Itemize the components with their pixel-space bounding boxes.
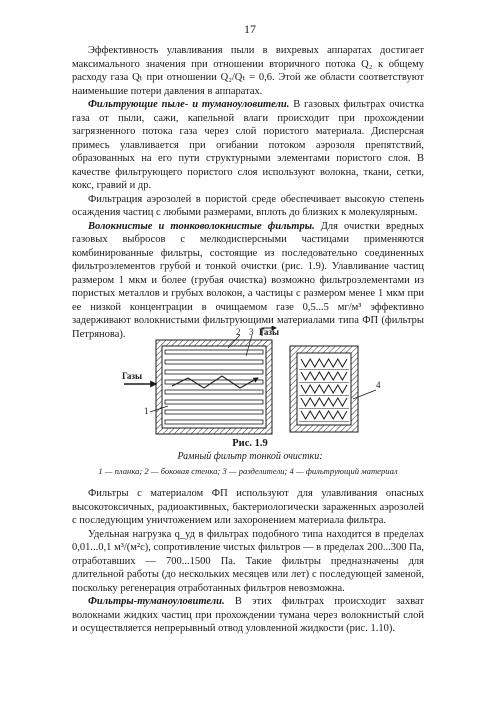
- filter-pleated-view: [290, 346, 381, 432]
- figure-caption-title: Рис. 1.9: [232, 438, 268, 449]
- text-block-top: [72, 44, 424, 341]
- section-heading: Фильтрующие пыле- и туманоуловители.: [88, 99, 290, 110]
- inner-frame: [297, 353, 351, 425]
- figure-legend: 1 — планка; 2 — боковая стенка; 3 — разделители; 4 — фильтрующий материал: [98, 466, 398, 476]
- filter-section-view: [122, 327, 279, 434]
- label-3: 3: [249, 327, 254, 337]
- section-heading: Волокнистые и тонковолокнистые фильтры.: [88, 220, 315, 232]
- separator-plate: [165, 390, 263, 394]
- separator-plate: [165, 360, 263, 364]
- separator-plate: [165, 350, 263, 354]
- frame-interior: [162, 346, 266, 428]
- paragraph: Эффективность улавливания пыли в вихревых аппаратах достигает максимального значения при отношении вторичного потока Q₂ к общему расходу газа Qₜ при отношении Q₂/Qₜ = 0,6. Этой же области соответствуют наименьшие потери давления в аппаратах.: [72, 45, 424, 97]
- separator-plate: [165, 400, 263, 404]
- frame-filter-figure: [112, 326, 388, 436]
- text-block-bottom: [72, 487, 424, 636]
- label-4: 4: [376, 380, 381, 390]
- paragraph: Удельная нагрузка q_уд в фильтрах подобного типа находится в пределах 0,01...0,1 м³/(м²с), сопротивление чистых фильтров — в пределах 200...300 Па, отработавших — 700...1500 Па. Такие фильтры предназначены для длительной работы (до нескольких месяцев или лет) с последующей заменой, поскольку регенерация отработанных фильтров невозможна.: [72, 528, 424, 594]
- figure-caption-subtitle: Рамный фильтр тонкой очистки:: [177, 451, 323, 462]
- separator-plate: [165, 370, 263, 374]
- label-2: 2: [236, 327, 241, 337]
- section-heading: Фильтры-туманоуловители.: [88, 596, 225, 607]
- separator-plate: [165, 410, 263, 414]
- label-gas-top: Газы: [259, 327, 280, 337]
- page-number: 17: [244, 22, 256, 36]
- label-gas-left: Газы: [122, 371, 143, 381]
- paragraph: Фильтрующие пыле- и туманоуловители. В газовых фильтрах очистка газа от пыли, сажи, капельной влаги происходит при прохождении загрязненного потока газа через слой пористого материала. Дисперсная примесь улавливается при огибании потоком аэрозоля препятствий, образованных на его пути структурными элементами пористого слоя. В качестве фильтрующего пористого слоя используют волокна, ткани, сетки, кокс, гравий и др.: [72, 99, 424, 191]
- separator-plate: [165, 420, 263, 424]
- paragraph: Фильтрация аэрозолей в пористой среде обеспечивает высокую степень осаждения частиц с любыми размерами, вплоть до близких к молекулярным.: [72, 193, 424, 218]
- paragraph: Волокнистые и тонковолокнистые фильтры. Для очистки вредных газовых выбросов с мелкодисперсными частицами применяются комбинированные фильтры, состоящие из последовательно соединенных фильтроэлементов грубой и тонкой очистки (рис. 1.9). Улавливание частиц размером 1 мкм и более (грубая очистка) возможно фильтроэлементами из пористых металлов и грубых волокон, а частицы с размером менее 1 мкм при ее низкой концентрации в очищаемом газе 0,5...5 мг/м³ эффективно задерживают волокнистыми фильтрующими материалами типа ФП (фильтры Петрянова).: [72, 220, 424, 340]
- paragraph: Фильтры-туманоуловители. В этих фильтрах происходит захват волокнами жидких частиц при прохождении тумана через волокнистый слой и осуществляется непрерывный отвод уловленной жидкости (рис. 1.10).: [72, 596, 424, 634]
- label-1: 1: [144, 406, 149, 416]
- paragraph: Фильтры с материалом ФП используют для улавливания опасных высокотоксичных, радиоактивных, бактериологически зараженных аэрозолей с последующим уничтожением или захоронением материала фильтра.: [72, 488, 424, 526]
